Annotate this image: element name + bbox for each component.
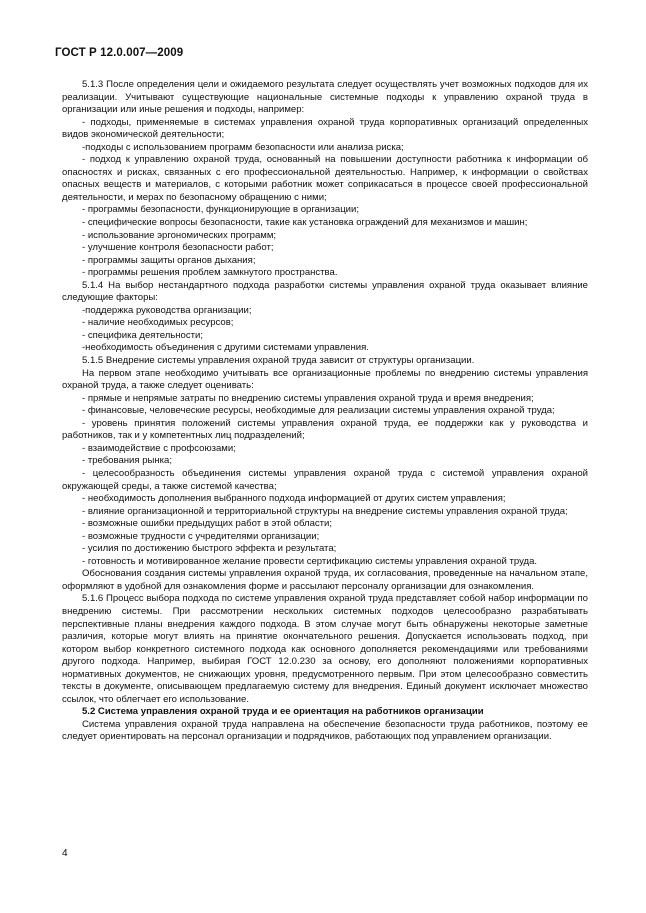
list-item: -необходимость объединения с другими системами управления. [82,342,369,354]
paragraph: 5.1.4 На выбор нестандартного подхода разработки системы управления охраной труда оказывает влияние следующие факторы: [62,279,588,304]
list-item: - уровень принятия положений системы управления охраной труда, ее поддержки как у руководства и работников, так и у компетентных лиц подразделений; [62,417,588,442]
list-item: - программы защиты органов дыхания; [82,254,256,266]
list-item: - программы решения проблем замкнутого пространства. [82,267,338,279]
list-item: - усилия по достижению быстрого эффекта и результата; [82,543,337,555]
list-item: - использование эргономических программ; [82,229,277,241]
list-item: -поддержка руководства организации; [82,304,252,316]
list-item: - возможные ошибки предыдущих работ в этой области; [82,518,333,530]
list-item: - возможные трудности с учредителями организации; [82,530,320,542]
document-body [62,79,588,744]
paragraph: 5.1.6 Процесс выбора подхода по системе управления охраной труда представляет собой набор информации по внедрению системы. При рассмотрении нескольких системных подходов целесообразно разрабатывать перспективные планы внедрения каждого подхода. В этом случае могут быть обнаружены некоторые заметные различия, которые могут влиять на принятие окончательного решения. Допускается использовать подход, при котором выбор конкретного системного подхода как основного дополняется рекомендациями или требованиями другого подхода. Например, выбирая ГОСТ 12.0.230 за основу, его дополняют положениями корпоративных нормативных документов, не снижающих уровня, предусмотренного первым. При этом целесообразно совместить тексты в документе, описывающем предлагаемую систему для внедрения. Единый документ исключает множество ссылок, что облегчает его использование. [62,593,588,705]
list-item: - целесообразность объединения системы управления охраной труда с системой управления охраной окружающей среды, а также системой качества; [62,467,588,492]
paragraph: 5.1.5 Внедрение системы управления охраной труда зависит от структуры организации. [82,355,475,367]
list-item: - готовность и мотивированное желание провести сертификацию системы управления охраной труда. [82,555,538,567]
list-item: - программы безопасности, функционирующие в организации; [82,204,359,216]
paragraph: Система управления охраной труда направлена на обеспечение безопасности труда работников, поэтому ее следует ориентировать на персонал организации и подрядчиков, работающих под управлением организации. [62,718,588,743]
list-item: - улучшение контроля безопасности работ; [82,242,274,254]
list-item: - взаимодействие с профсоюзами; [82,442,236,454]
list-item: - подход к управлению охраной труда, основанный на повышении доступности работника к информации об опасностях и рисках, связанных с его профессиональной деятельностью. Например, к информации о свойствах опасных веществ и материалов, с которыми работник может соприкасаться в процессе своей профессиональной деятельности, и мерах по безопасному обращению с ними; [62,154,588,203]
paragraph: 5.1.3 После определения цели и ожидаемого результата следует осуществлять учет возможных подходов для их реализации. Учитывают существующие национальные системные подходы к управлению охраной труда в организации или иные решения и подходы, например: [62,79,588,116]
list-item: - подходы, применяемые в системах управления охраной труда корпоративных организаций определенных видов экономической деятельности; [62,116,588,141]
page-number: 4 [62,848,68,859]
list-item: - требования рынка; [82,455,172,467]
list-item: - финансовые, человеческие ресурсы, необходимые для реализации системы управления охраной труда; [82,405,555,417]
list-item: - прямые и непрямые затраты по внедрению системы управления охраной труда и время внедрения; [82,392,534,404]
list-item: - специфические вопросы безопасности, такие как установка ограждений для механизмов и машин; [82,217,528,229]
list-item: - специфика деятельности; [82,329,203,341]
list-item: -подходы с использованием программ безопасности или анализа риска; [82,141,404,153]
paragraph: На первом этапе необходимо учитывать все организационные проблемы по внедрению системы управления охраной труда, а также следует оценивать: [62,367,588,392]
document-header: ГОСТ Р 12.0.007—2009 [55,47,184,59]
list-item: - наличие необходимых ресурсов; [82,317,234,329]
section-heading: 5.2 Система управления охраной труда и ее ориентация на работников организации [82,706,484,718]
paragraph: Обоснования создания системы управления охраной труда, их согласования, проведенные на начальном этапе, оформляют в удобной для ознакомления форме и рассылают персоналу организации для ознакомления. [62,568,588,592]
list-item: - необходимость дополнения выбранного подхода информацией от других систем управления; [82,493,506,505]
list-item: - влияние организационной и территориальной структуры на внедрение системы управления охраной труда; [82,505,568,517]
